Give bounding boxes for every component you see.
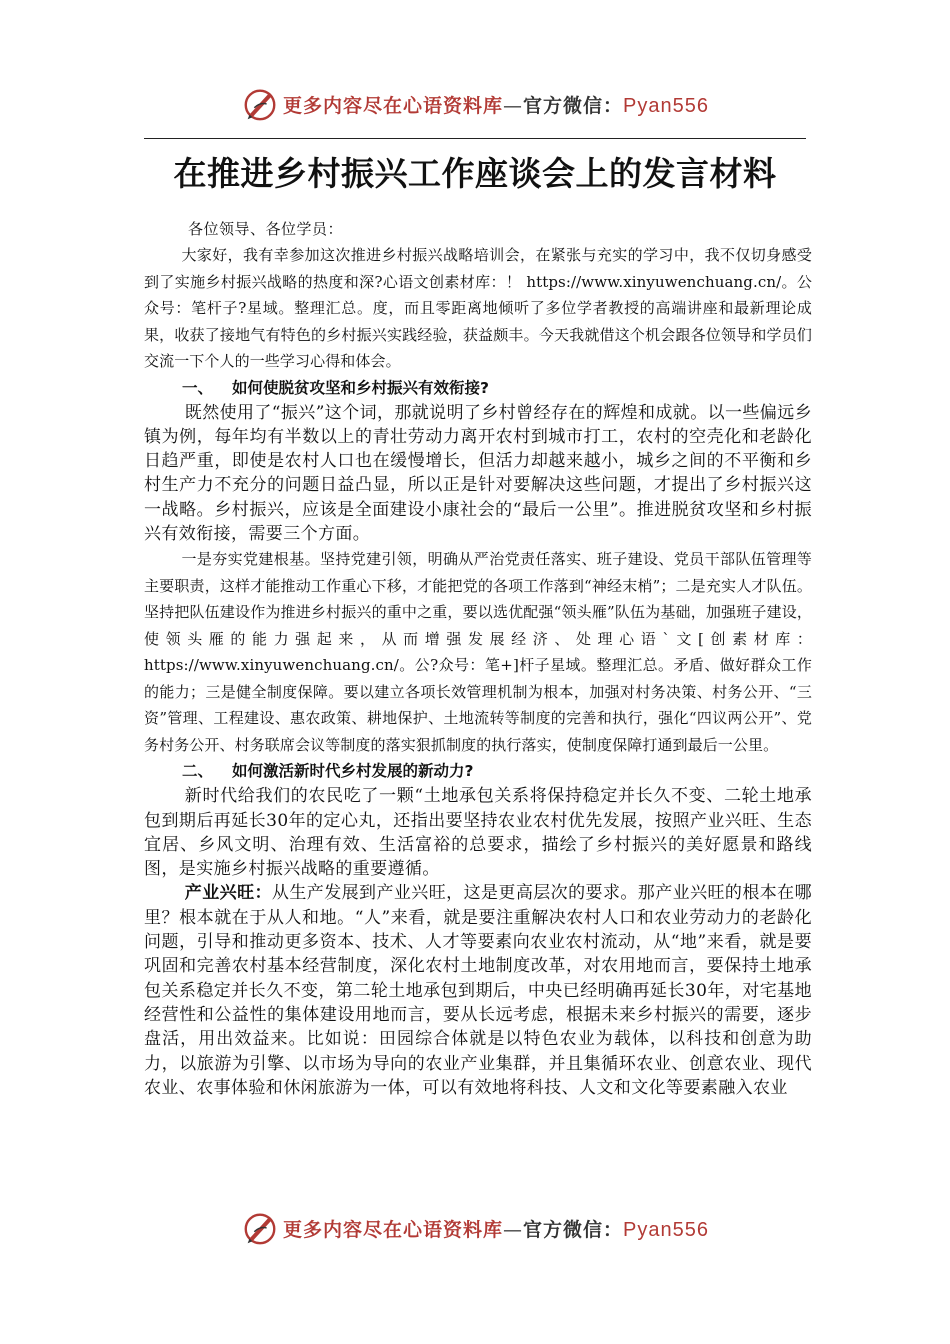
pen-logo-icon	[241, 1209, 279, 1247]
banner-text: 更多内容尽在心语资料库—官方微信：Pyan556	[283, 94, 709, 117]
section2-paragraph-2: 产业兴旺：从生产发展到产业兴旺，这是更高层次的要求。那产业兴旺的根本在哪里？根本就在于从人和地。“人”来看，就是要注重解决农村人口和农业劳动力的老龄化问题，引导和推动更多资本、技术、人才等要素向农业农村流动，从“地”来看，就是要巩固和完善农村基本经营制度，深化农村土地制度改革，对农用地而言，要保持土地承包关系稳定并长久不变，第二轮土地承包到期后，中央已经明确再延长30年，对宅基地经营性和公益性的集体建设用地而言，要从长远考虑，根据未来乡村振兴的需要，逐步盘活，用出效益来。比如说：田园综合体就是以特色农业为载体，以科技和创意为助力，以旅游为引擎、以市场为导向的农业产业集群，并且集循环农业、创意农业、现代农业、农事体验和休闲旅游为一体，可以有效地将科技、人文和文化等要素融入农业	[144, 883, 813, 1098]
pen-logo-icon	[241, 85, 279, 123]
greeting: 各位领导、各位学员：	[188, 220, 344, 238]
document-body	[144, 216, 812, 1100]
section-heading-1: 一、 如何使脱贫攻坚和乡村振兴有效衔接?	[182, 378, 489, 397]
banner-text: 更多内容尽在心语资料库—官方微信：Pyan556	[283, 1218, 709, 1241]
footer-watermark-banner	[0, 1206, 950, 1250]
intro-paragraph: 大家好，我有幸参加这次推进乡村振兴战略培训会，在紧张与充实的学习中，我不仅切身感受到了实施乡村振兴战略的热度和深?心语文创素材库：！ https://www.xinyuwenchuang.cn/。公众号：笔杆子?星域。整理汇总。度，而且零距离地倾听了多位学者教授的高端讲座和最新理论成果，收获了接地气有特色的乡村振兴实践经验，获益颇丰。今天我就借这个机会跟各位领导和学员们交流一下个人的一些学习心得和体会。	[144, 246, 812, 370]
section-heading-2: 二、 如何激活新时代乡村发展的新动力?	[182, 762, 474, 781]
document-title: 在推进乡村振兴工作座谈会上的发言材料	[173, 154, 777, 193]
title-divider	[144, 138, 806, 139]
header-watermark-banner	[0, 82, 950, 126]
section1-paragraph-2: 一是夯实党建根基。坚持党建引领，明确从严治党责任落实、班子建设、党员干部队伍管理等主要职责，这样才能推动工作重心下移，才能把党的各项工作落到“神经末梢”；二是充实人才队伍。坚持把队伍建设作为推进乡村振兴的重中之重，要以选优配强“领头雁”队伍为基础，加强班子建设，使领头雁的能力强起来，从而增强发展经济、处理心语`文[创素材库：https://www.xinyuwenchuang.cn/。公?众号：笔+]杆子星域。整理汇总。矛盾、做好群众工作的能力；三是健全制度保障。要以建立各项长效管理机制为根本，加强对村务决策、村务公开、“三资”管理、工程建设、惠农政策、耕地保护、土地流转等制度的完善和执行，强化“四议两公开”、党务村务公开、村务联席会议等制度的落实狠抓制度的执行落实，使制度保障打通到最后一公里。	[144, 550, 812, 754]
paragraph-lead: 产业兴旺：	[184, 883, 272, 904]
section2-paragraph-1: 新时代给我们的农民吃了一颗“土地承包关系将保持稳定并长久不变、二轮土地承包到期后再延长30年的定心丸，还指出要坚持农业农村优先发展，按照产业兴旺、生态宜居、乡风文明、治理有效、生活富裕的总要求，描绘了乡村振兴的美好愿景和路线图，是实施乡村振兴战略的重要遵循。	[144, 786, 812, 880]
section1-paragraph-1: 既然使用了“振兴”这个词，那就说明了乡村曾经存在的辉煌和成就。以一些偏远乡镇为例，每年均有半数以上的青壮劳动力离开农村到城市打工，农村的空壳化和老龄化日趋严重，即使是农村人口也在缓慢增长，但活力却越来越小，城乡之间的不平衡和乡村生产力不充分的问题日益凸显，所以正是针对要解决这些问题，才提出了乡村振兴这一战略。乡村振兴，应该是全面建设小康社会的“最后一公里”。推进脱贫攻坚和乡村振兴有效衔接，需要三个方面。	[144, 402, 812, 544]
